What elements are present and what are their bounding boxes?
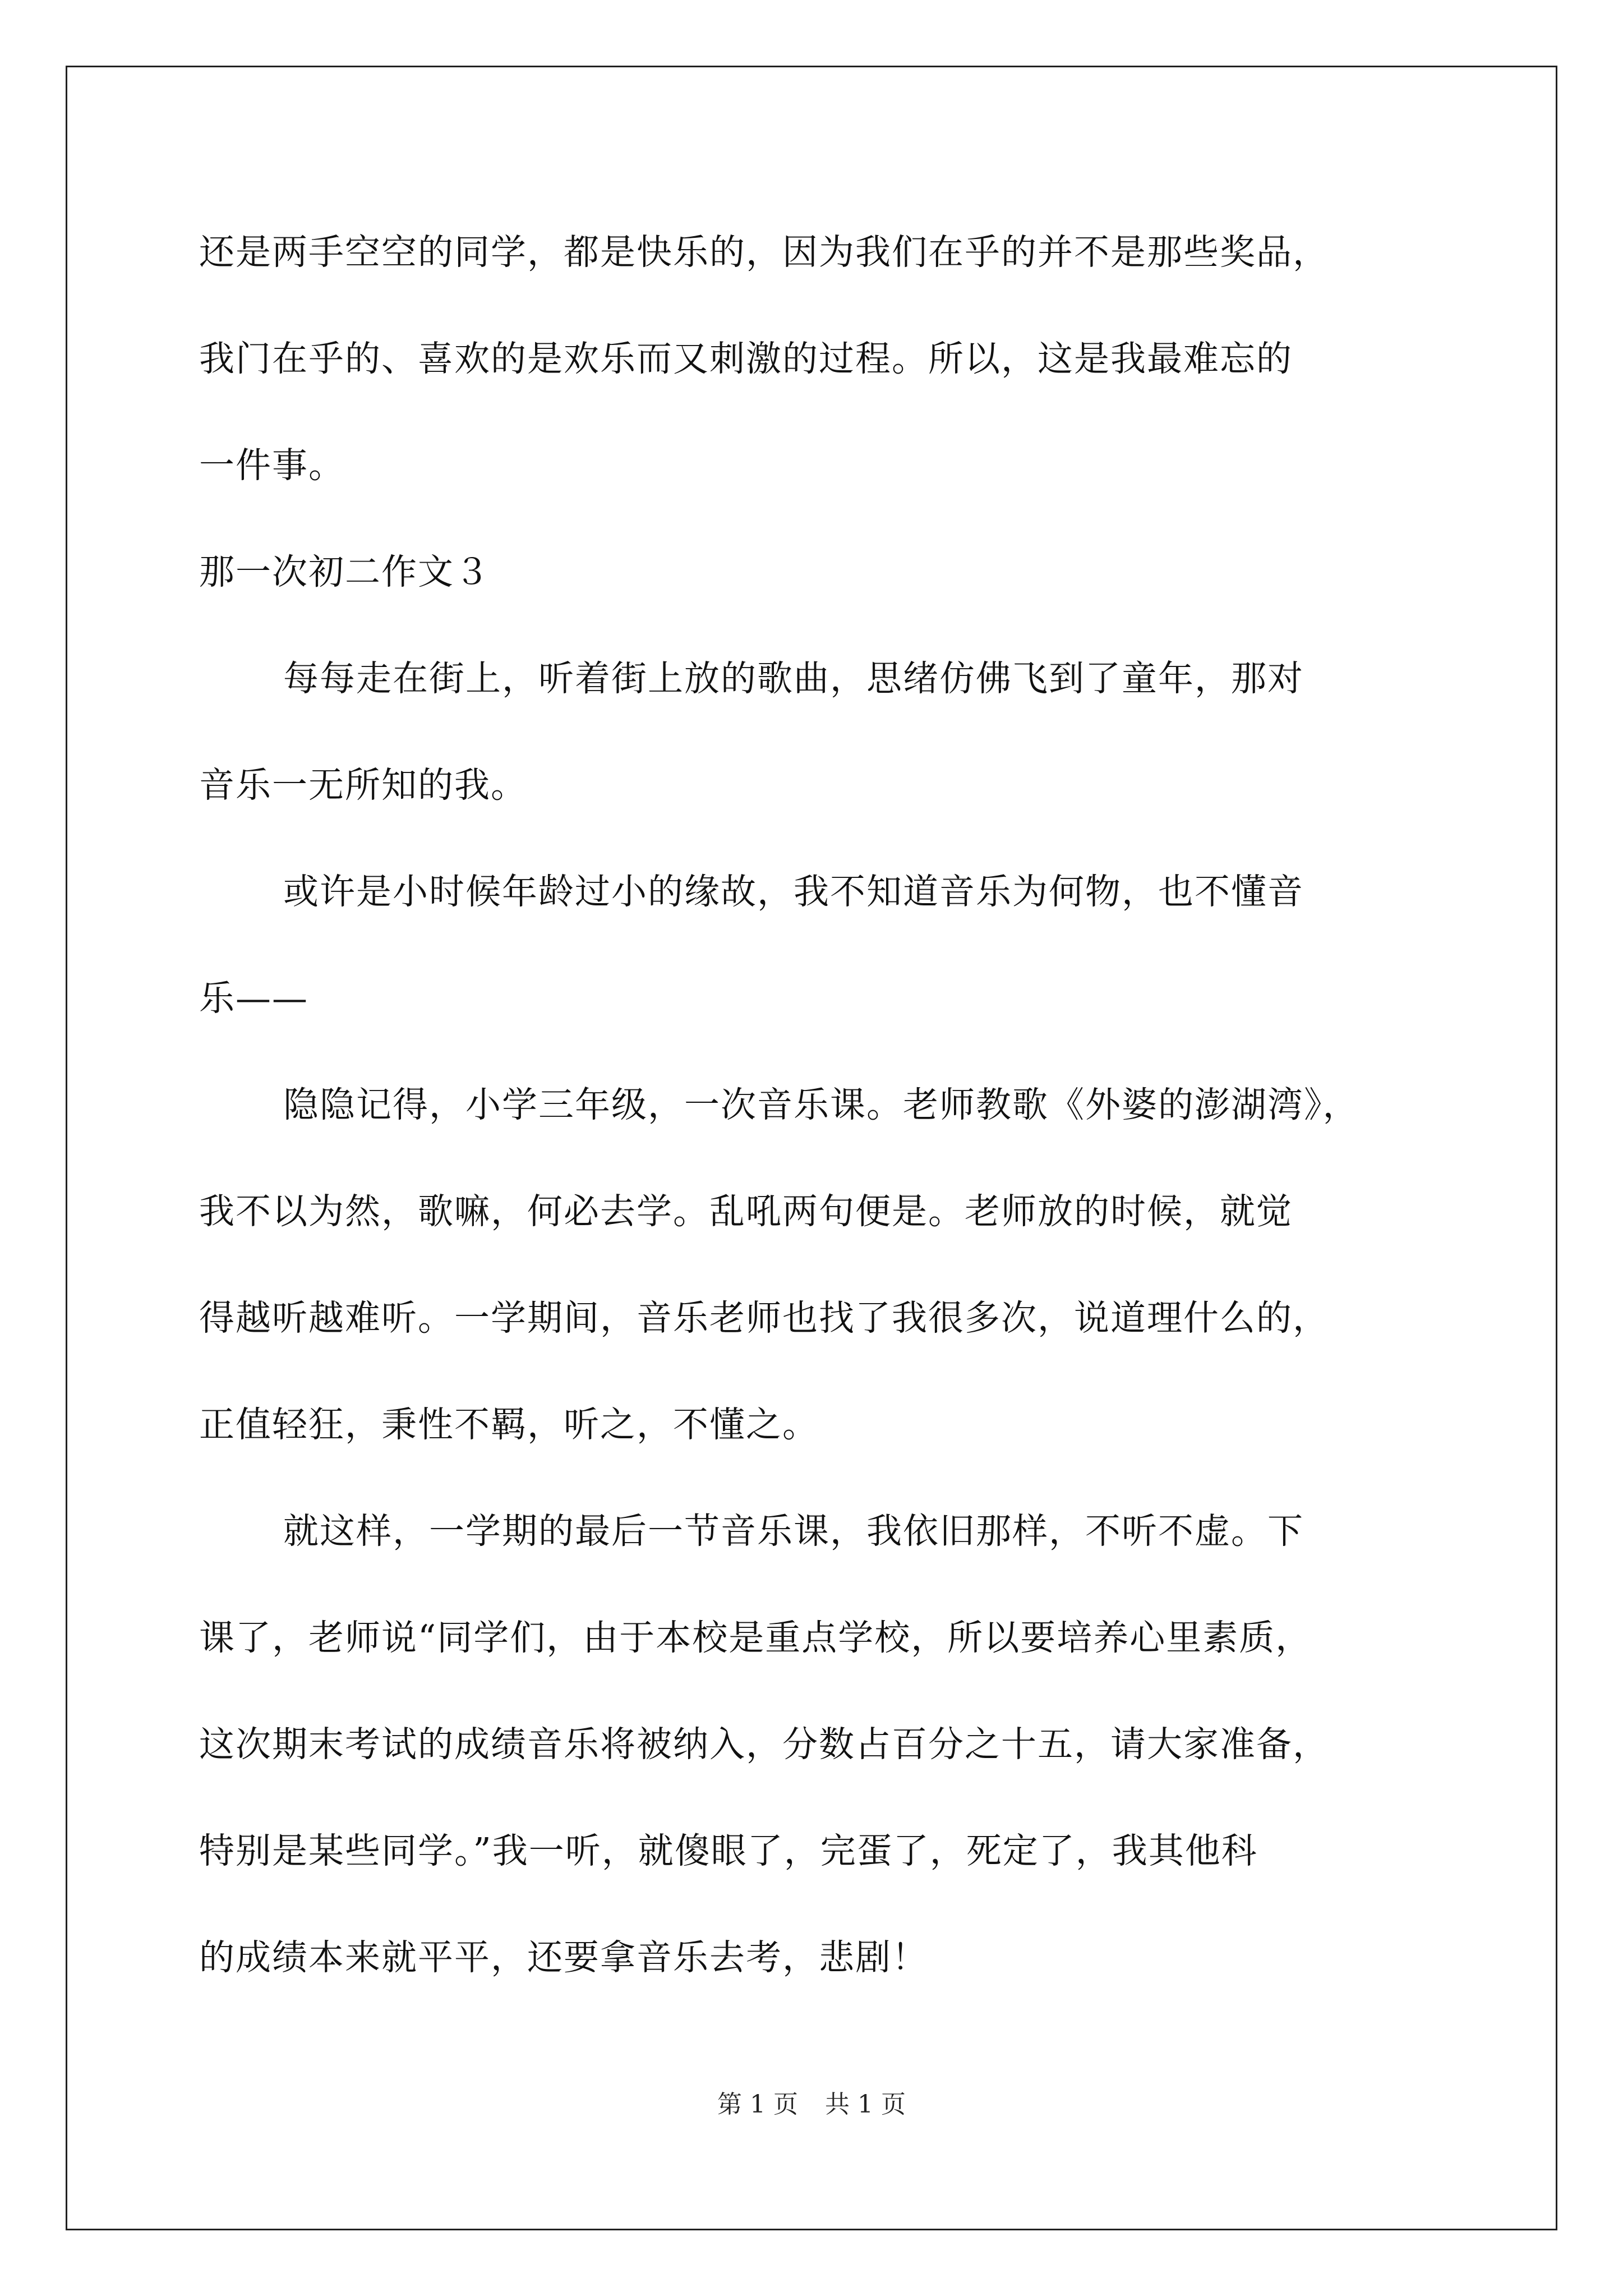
paragraph-line: 的成绩本来就平平，还要拿音乐去考，悲剧！	[199, 1937, 928, 1978]
paragraph-line: 这次期末考试的成绩音乐将被纳入，分数占百分之十五，请大家准备，	[199, 1724, 1329, 1765]
paragraph-line: 还是两手空空的同学，都是快乐的，因为我们在乎的并不是那些奖品，	[199, 232, 1329, 273]
paragraph-line: 就这样，一学期的最后一节音乐课，我依旧那样，不听不虚。下	[283, 1511, 1304, 1552]
paragraph-line: 或许是小时候年龄过小的缘故，我不知道音乐为何物，也不懂音	[283, 871, 1304, 912]
paragraph-line: 乐——	[199, 978, 308, 1019]
section-heading: 那一次初二作文３	[199, 551, 491, 592]
paragraph-line: 特别是某些同学。”我一听，就傻眼了，完蛋了，死定了，我其他科	[199, 1830, 1258, 1871]
page-border	[66, 66, 1557, 2230]
paragraph-line: 每每走在街上，听着街上放的歌曲，思绪仿佛飞到了童年，那对	[283, 658, 1304, 699]
paragraph-line: 我门在乎的、喜欢的是欢乐而又刺激的过程。所以，这是我最难忘的	[199, 338, 1293, 379]
paragraph-line: 我不以为然，歌嘛，何必去学。乱吼两句便是。老师放的时候，就觉	[199, 1191, 1293, 1232]
page-total: 共 1 页	[825, 2090, 906, 2119]
paragraph-line: 正值轻狂，秉性不羁，听之，不懂之。	[199, 1404, 819, 1445]
paragraph-line: 隐隐记得，小学三年级，一次音乐课。老师教歌《外婆的澎湖湾》，	[283, 1084, 1359, 1125]
page-number: 第 1 页	[717, 2090, 798, 2119]
paragraph-line: 一件事。	[199, 445, 345, 486]
paragraph-line: 得越听越难听。一学期间，音乐老师也找了我很多次，说道理什么的，	[199, 1297, 1329, 1338]
paragraph-line: 课了，老师说“同学们，由于本校是重点学校，所以要培养心里素质，	[199, 1617, 1312, 1658]
paragraph-line: 音乐一无所知的我。	[199, 765, 527, 806]
page-footer	[0, 2088, 1623, 2122]
